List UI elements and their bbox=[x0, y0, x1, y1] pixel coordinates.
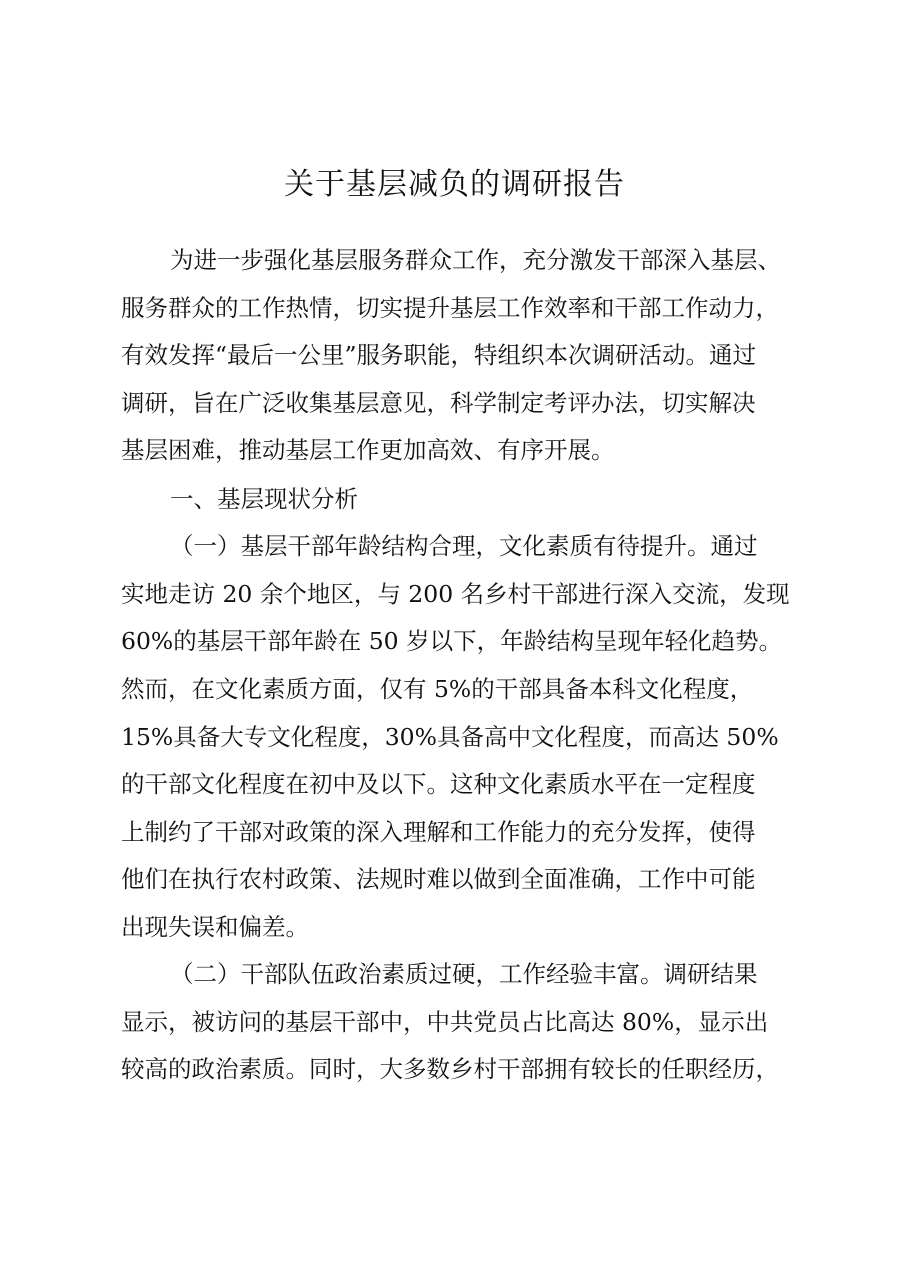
subsection-line: （一）基层干部年龄结构合理，文化素质有待提升。通过 bbox=[170, 532, 758, 560]
paragraph-line: 他们在执行农村政策、法规时难以做到全面准确，工作中可能 bbox=[121, 865, 756, 893]
paragraph-line: 60%的基层干部年龄在 50 岁以下，年龄结构呈现年轻化趋势。 bbox=[121, 627, 783, 655]
paragraph-line: 有效发挥“最后一公里”服务职能，特组织本次调研活动。通过 bbox=[121, 341, 757, 369]
paragraph-line: 上制约了干部对政策的深入理解和工作能力的充分发挥，使得 bbox=[121, 818, 756, 846]
paragraph-line: 较高的政治素质。同时，大多数乡村干部拥有较长的任职经历， bbox=[121, 1055, 779, 1083]
paragraph-line: 然而，在文化素质方面，仅有 5%的干部具备本科文化程度， bbox=[121, 675, 754, 703]
paragraph-line: 出现失误和偏差。 bbox=[121, 913, 309, 941]
paragraph-line: 调研，旨在广泛收集基层意见，科学制定考评办法，切实解决 bbox=[121, 389, 756, 417]
paragraph-line: 实地走访 20 余个地区，与 200 名乡村干部进行深入交流，发现 bbox=[121, 580, 790, 608]
paragraph-line: 显示，被访问的基层干部中，中共党员占比高达 80%，显示出 bbox=[121, 1008, 769, 1036]
paragraph-line: 基层困难，推动基层工作更加高效、有序开展。 bbox=[121, 436, 615, 464]
subsection-line: （二）干部队伍政治素质过硬，工作经验丰富。调研结果 bbox=[170, 960, 758, 988]
paragraph-line: 服务群众的工作热情，切实提升基层工作效率和干部工作动力， bbox=[121, 294, 779, 322]
paragraph-line: 15%具备大专文化程度，30%具备高中文化程度，而高达 50% bbox=[121, 723, 779, 751]
paragraph-line: 为进一步强化基层服务群众工作，充分激发干部深入基层、 bbox=[170, 246, 781, 274]
paragraph-line: 的干部文化程度在初中及以下。这种文化素质水平在一定程度 bbox=[121, 770, 756, 798]
section-heading: 一、基层现状分析 bbox=[170, 485, 358, 513]
document-title: 关于基层减负的调研报告 bbox=[284, 167, 625, 202]
